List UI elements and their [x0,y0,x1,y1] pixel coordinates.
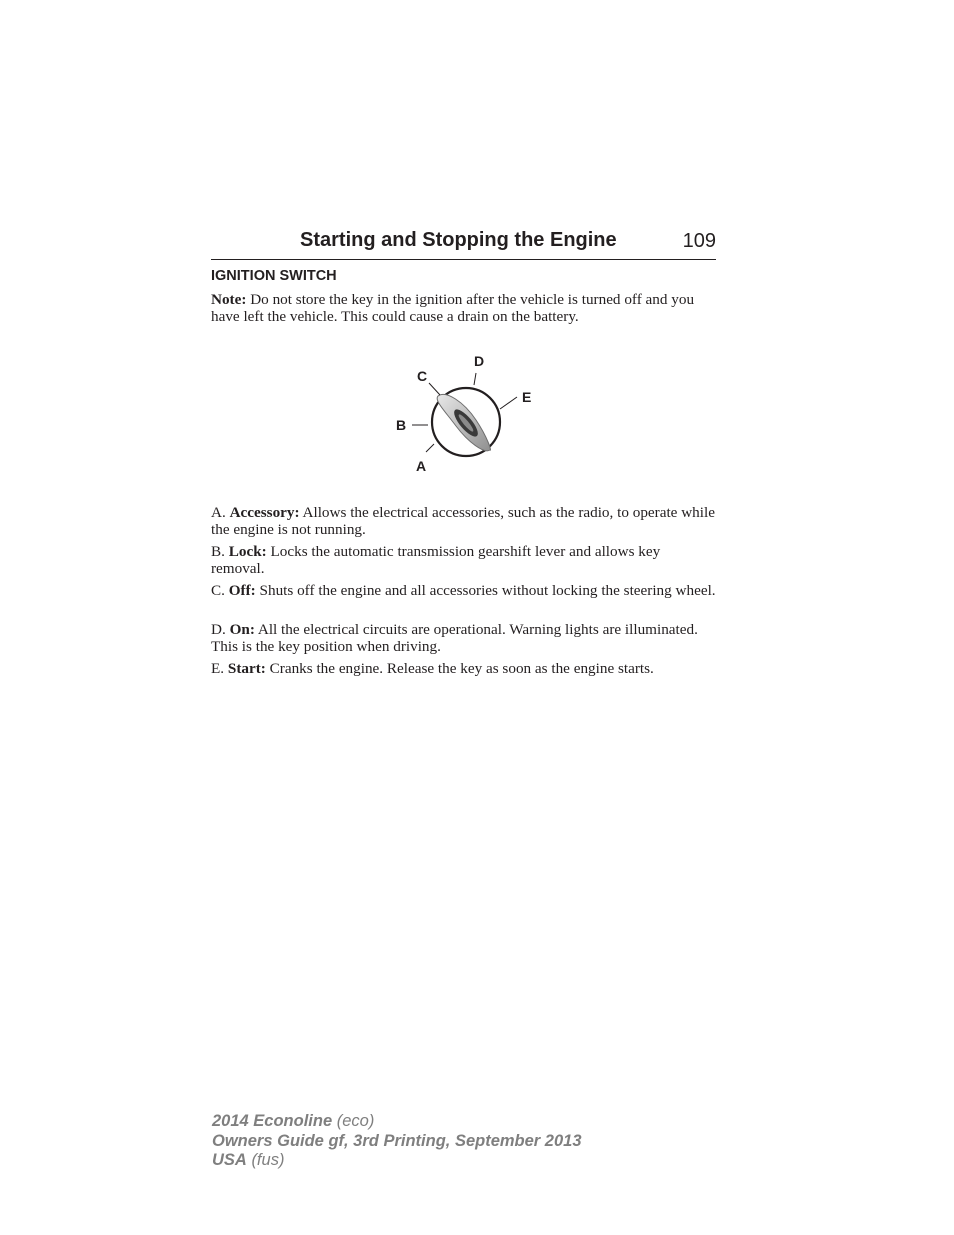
item-text: Cranks the engine. Release the key as soon as the engine starts. [265,660,654,677]
callout-e: E [522,389,532,405]
item-prefix: E. [211,660,228,677]
position-item-off [211,583,716,600]
footer-guide: Owners Guide gf, 3rd Printing, September 2013 [212,1131,582,1150]
item-prefix: C. [211,582,229,599]
position-item-lock [211,544,716,577]
footer-market-line [212,1151,582,1171]
item-prefix: A. [211,504,230,521]
callout-b: B [396,417,407,433]
note-paragraph [211,292,716,325]
callout-c: C [417,368,428,384]
footer-model: 2014 Econoline [212,1112,333,1130]
item-name: Accessory: [229,504,300,521]
item-name: On: [229,621,255,638]
position-item-start [211,661,716,678]
ignition-switch-diagram [390,350,550,480]
section-heading: IGNITION SWITCH [211,268,337,284]
page-footer [212,1112,582,1171]
item-text: Locks the automatic transmission gearshift lever and allows key removal. [211,543,661,577]
position-item-on [211,622,716,655]
position-item-accessory [211,505,716,538]
item-name: Lock: [228,543,267,560]
callout-line-a [426,444,434,452]
item-prefix: B. [211,543,229,560]
item-name: Off: [228,582,256,599]
footer-market: USA [212,1151,247,1169]
item-text: Allows the electrical accessories, such as the radio, to operate while the engine is not running. [211,504,715,538]
note-label: Note: [211,291,247,308]
footer-model-code: (eco) [336,1112,375,1130]
footer-guide-line [212,1132,582,1152]
callout-line-e [500,397,517,409]
callout-line-d [474,373,476,385]
page-header [211,229,716,260]
callout-a: A [416,458,427,474]
callout-d: D [474,353,485,369]
item-text: Shuts off the engine and all accessories without locking the steering wheel. [255,582,716,599]
item-name: Start: [227,660,266,677]
note-text: Do not store the key in the ignition after the vehicle is turned off and you have left the vehicle. This could cause a drain on the battery. [211,291,695,325]
item-text: All the electrical circuits are operational. Warning lights are illuminated. This is the key position when driving. [211,621,698,655]
chapter-title: Starting and Stopping the Engine [300,229,617,251]
item-prefix: D. [211,621,230,638]
footer-model-line [212,1112,582,1132]
page-number: 109 [682,230,716,252]
footer-market-code: (fus) [251,1151,285,1169]
callout-line-c [429,383,440,395]
